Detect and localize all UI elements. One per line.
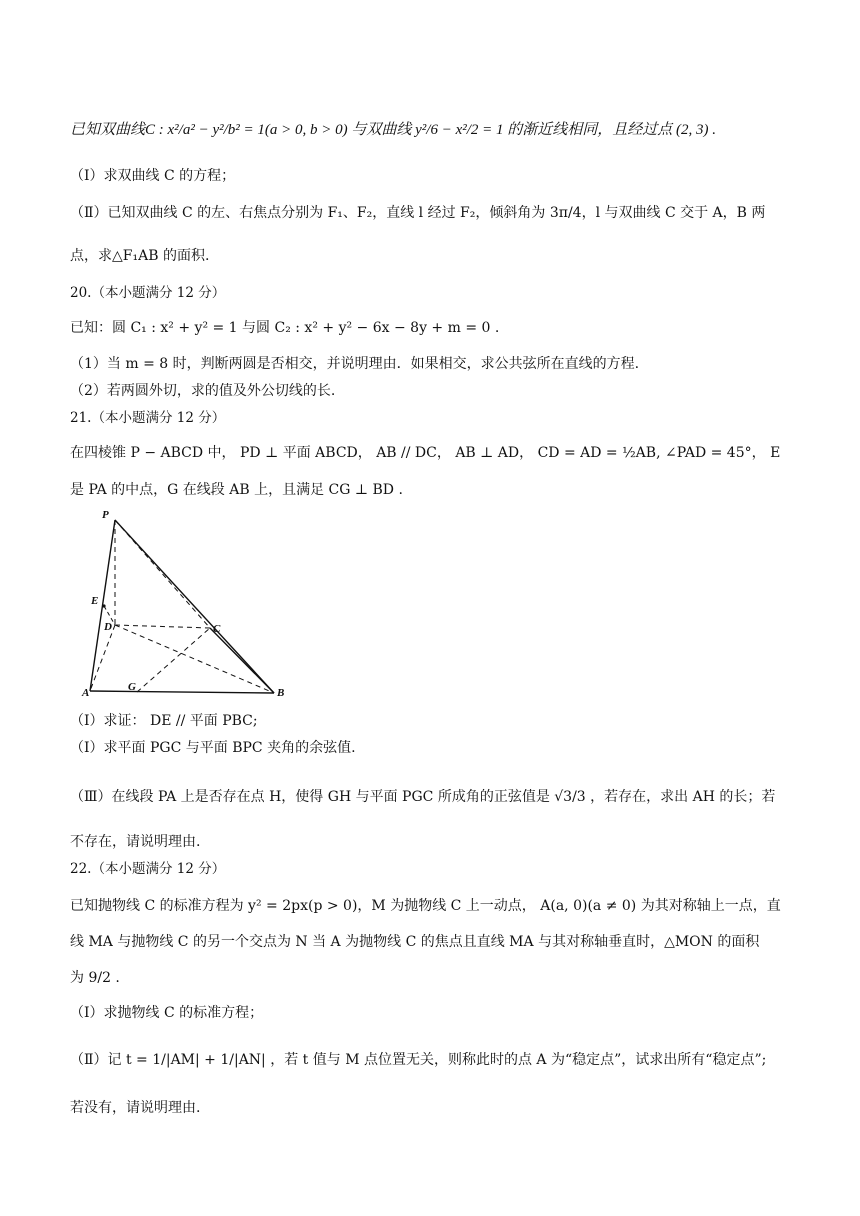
q22-part2-line2: 若没有，请说明理由. [70, 1100, 201, 1116]
q22-part1: （I）求抛物线 C 的标准方程； [70, 1005, 264, 1021]
q21-stem-line1: 在四棱锥 P − ABCD 中， PD ⊥ 平面 ABCD， AB // DC， AB ⊥ AD， CD = AD = ½AB, ∠PAD = 45°， E [70, 445, 781, 461]
q21-part2: （I）求平面 PGC 与平面 BPC 夹角的余弦值. [70, 740, 356, 756]
q22-part2-line1: （Ⅱ）记 t = 1/|AM| + 1/|AN| ，若 t 值与 M 点位置无关，则称此时的点 A 为“稳定点”，试求出所有“稳定点”; [70, 1052, 767, 1068]
q21-header: 21.（本小题满分 12 分） [70, 410, 226, 426]
q19-part2-line2: 点，求△F₁AB 的面积. [70, 248, 210, 264]
q22-header: 22.（本小题满分 12 分） [70, 861, 226, 877]
q21-stem-line2: 是 PA 的中点，G 在线段 AB 上，且满足 CG ⊥ BD . [70, 482, 403, 498]
q19-part2-line1: （Ⅱ）已知双曲线 C 的左、右焦点分别为 F₁、F₂，直线 l 经过 F₂，倾斜角为 3π/4，l 与双曲线 C 交于 A，B 两 [70, 205, 766, 221]
pyramid-figure [80, 508, 290, 703]
label-A: A [82, 687, 90, 699]
q20-part1: （1）当 m = 8 时，判断两圆是否相交，并说明理由．如果相交，求公共弦所在直线的方程. [70, 356, 640, 372]
q22-stem-line3: 为 9/2 . [70, 970, 120, 986]
label-B: B [277, 687, 285, 699]
q21-part1: （I）求证： DE // 平面 PBC; [70, 713, 258, 729]
q19-part1: （I）求双曲线 C 的方程； [70, 168, 236, 184]
label-C: C [213, 623, 221, 635]
label-D: D [104, 621, 112, 633]
q22-stem-line2: 线 MA 与抛物线 C 的另一个交点为 N 当 A 为抛物线 C 的焦点且直线 MA 与其对称轴垂直时，△MON 的面积 [70, 934, 760, 950]
q20-part2: （2）若两圆外切，求的值及外公切线的长. [70, 383, 336, 399]
label-E: E [91, 595, 99, 607]
q20-header: 20.（本小题满分 12 分） [70, 285, 226, 301]
q21-part3-line2: 不存在，请说明理由. [70, 834, 201, 850]
q19-stem: 已知双曲线C : x²/a² − y²/b² = 1(a > 0, b > 0) 与双曲线 y²/6 − x²/2 = 1 的渐近线相同，且经过点 (2, 3) . [70, 122, 716, 138]
label-P: P [102, 509, 109, 521]
q21-part3-line1: （Ⅲ）在线段 PA 上是否存在点 H，使得 GH 与平面 PGC 所成角的正弦值是 √3/3 ，若存在，求出 AH 的长；若 [70, 789, 776, 805]
q20-stem: 已知：圆 C₁ : x² + y² = 1 与圆 C₂ : x² + y² − 6x − 8y + m = 0 . [70, 320, 500, 336]
label-G: G [128, 681, 136, 693]
q22-stem-line1: 已知抛物线 C 的标准方程为 y² = 2px(p > 0)，M 为抛物线 C 上一动点， A(a, 0)(a ≠ 0) 为其对称轴上一点，直 [70, 898, 781, 914]
